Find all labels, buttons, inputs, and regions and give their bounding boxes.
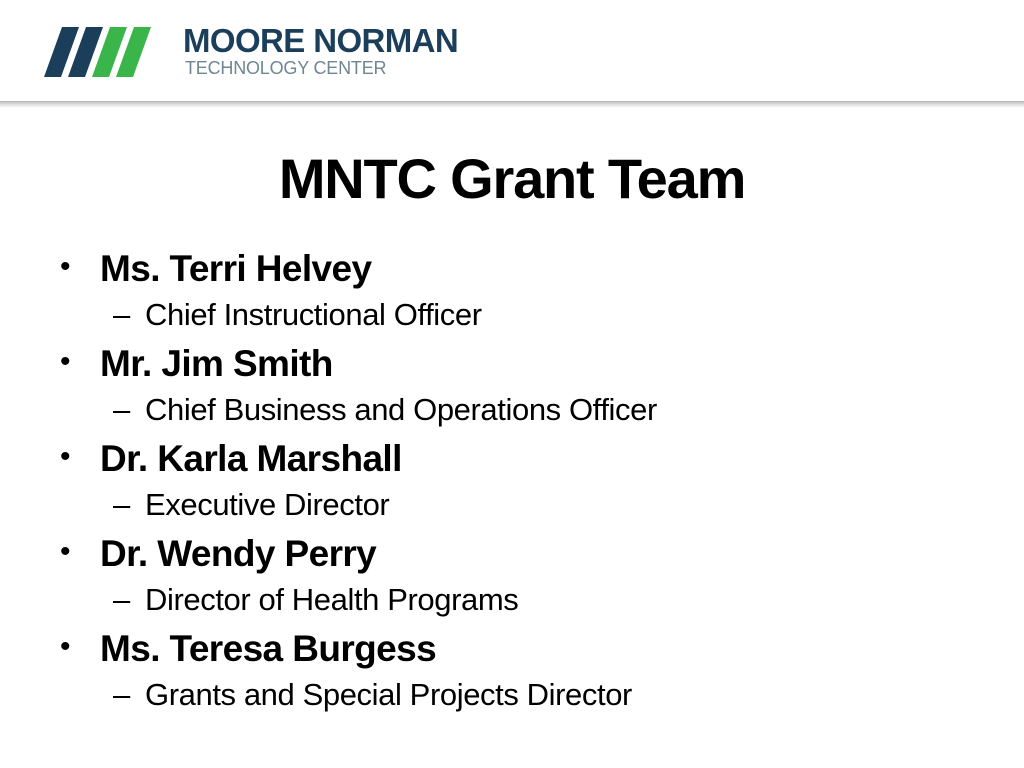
header-divider bbox=[0, 101, 1024, 107]
team-member bbox=[0, 431, 1024, 526]
team-member bbox=[0, 241, 1024, 336]
brand-subtitle: TECHNOLOGY CENTER bbox=[185, 58, 387, 78]
team-member bbox=[0, 526, 1024, 621]
brand-name: MOORE NORMAN bbox=[183, 22, 459, 59]
slide-header bbox=[0, 0, 1024, 103]
bullet-glyph: • bbox=[60, 535, 71, 568]
member-role: Chief Instructional Officer bbox=[145, 297, 482, 332]
mn-logo-icon bbox=[44, 27, 162, 77]
member-role: Director of Health Programs bbox=[145, 582, 519, 617]
member-name: Ms. Teresa Burgess bbox=[100, 628, 437, 669]
member-name: Ms. Terri Helvey bbox=[100, 248, 372, 289]
member-name: Dr. Karla Marshall bbox=[100, 438, 402, 479]
member-role: Executive Director bbox=[145, 487, 390, 522]
team-member bbox=[0, 621, 1024, 716]
bullet-glyph: • bbox=[60, 630, 71, 663]
bullet-glyph: • bbox=[60, 440, 71, 473]
team-member bbox=[0, 336, 1024, 431]
dash-glyph: – bbox=[113, 392, 131, 427]
dash-glyph: – bbox=[113, 582, 131, 617]
dash-glyph: – bbox=[113, 297, 131, 332]
bullet-glyph: • bbox=[60, 250, 71, 283]
member-name: Dr. Wendy Perry bbox=[100, 533, 377, 574]
member-role: Grants and Special Projects Director bbox=[145, 677, 632, 712]
bullet-glyph: • bbox=[60, 345, 71, 378]
member-role: Chief Business and Operations Officer bbox=[145, 392, 657, 427]
team-list bbox=[0, 241, 1024, 716]
slide-title: MNTC Grant Team bbox=[278, 147, 746, 210]
dash-glyph: – bbox=[113, 677, 131, 712]
member-name: Mr. Jim Smith bbox=[100, 343, 333, 384]
dash-glyph: – bbox=[113, 487, 131, 522]
